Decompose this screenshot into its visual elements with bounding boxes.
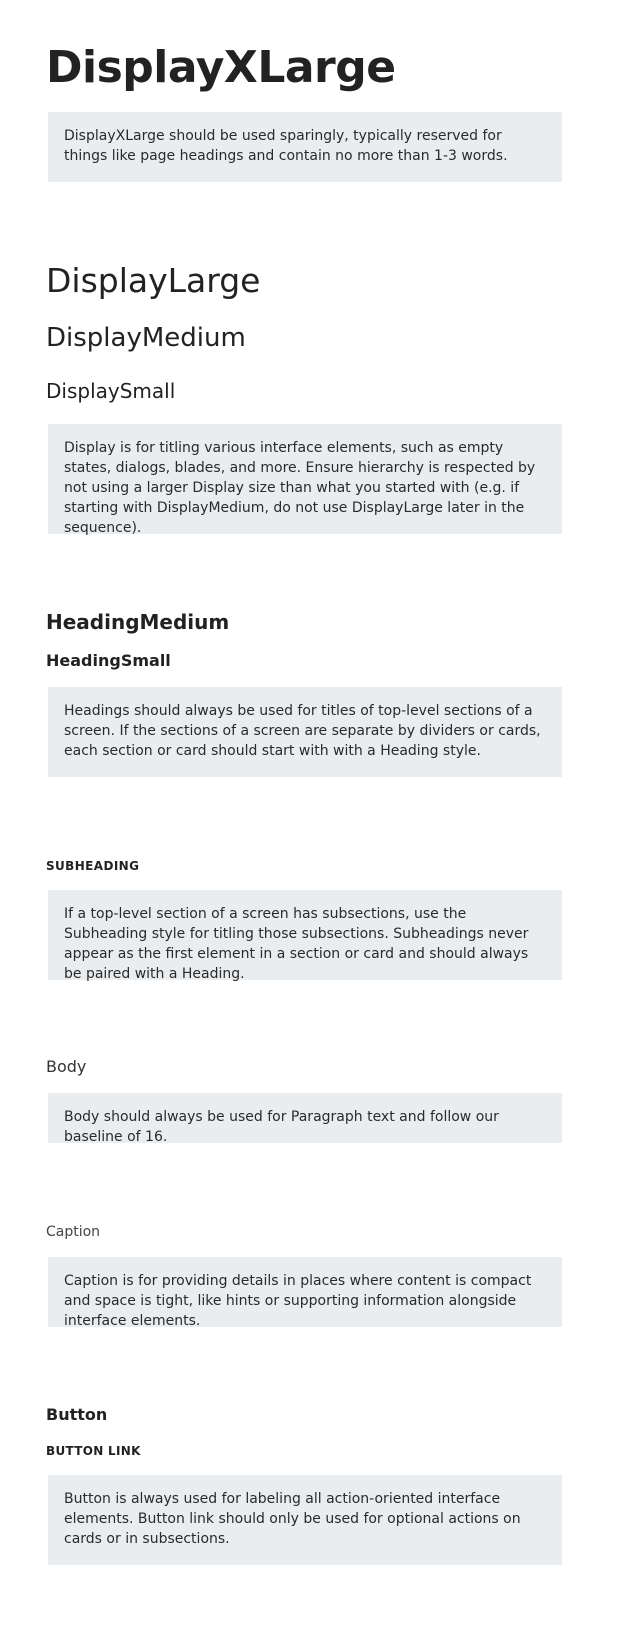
body-sample: Body xyxy=(46,1057,87,1076)
button-sample: Button xyxy=(46,1405,108,1424)
heading-description: Headings should always be used for titles of top-level sections of a screen. If the sections of a screen are separate by dividers or cards, each section or card should start with with a Heading style. xyxy=(64,703,541,759)
display-large-sample: DisplayLarge xyxy=(46,261,261,300)
button-description: Button is always used for labeling all action-oriented interface elements. Button link should only be used for optional actions on cards or in subsections. xyxy=(64,1491,521,1547)
body-description: Body should always be used for Paragraph text and follow our baseline of 16. xyxy=(64,1109,499,1145)
display-note xyxy=(48,424,562,534)
heading-small-sample: HeadingSmall xyxy=(46,651,171,670)
button-note xyxy=(48,1475,562,1565)
caption-note xyxy=(48,1257,562,1327)
display-xlarge-description: DisplayXLarge should be used sparingly, typically reserved for things like page headings and contain no more than 1-3 words. xyxy=(64,128,508,164)
display-xlarge-note xyxy=(48,112,562,182)
caption-sample: Caption xyxy=(46,1224,101,1240)
display-small-sample: DisplaySmall xyxy=(46,379,176,403)
display-description: Display is for titling various interface elements, such as empty states, dialogs, blades, and more. Ensure hierarchy is respected by not using a larger Display size than what you started with (e.g. if starting with DisplayMedium, do not use DisplayLarge later in the sequence). xyxy=(64,440,536,536)
subheading-sample: SUBHEADING xyxy=(46,859,140,873)
subheading-description: If a top-level section of a screen has subsections, use the Subheading style for titling those subsections. Subheadings never appear as the first element in a section or card and should always be paired with a Heading. xyxy=(64,906,529,982)
button-link-sample: BUTTON LINK xyxy=(46,1444,141,1458)
heading-note xyxy=(48,687,562,777)
caption-description: Caption is for providing details in places where content is compact and space is tight, like hints or supporting information alongside interface elements. xyxy=(64,1273,532,1329)
display-xlarge-sample: DisplayXLarge xyxy=(46,42,396,93)
heading-medium-sample: HeadingMedium xyxy=(46,610,230,634)
display-medium-sample: DisplayMedium xyxy=(46,323,246,353)
subheading-note xyxy=(48,890,562,980)
body-note xyxy=(48,1093,562,1143)
